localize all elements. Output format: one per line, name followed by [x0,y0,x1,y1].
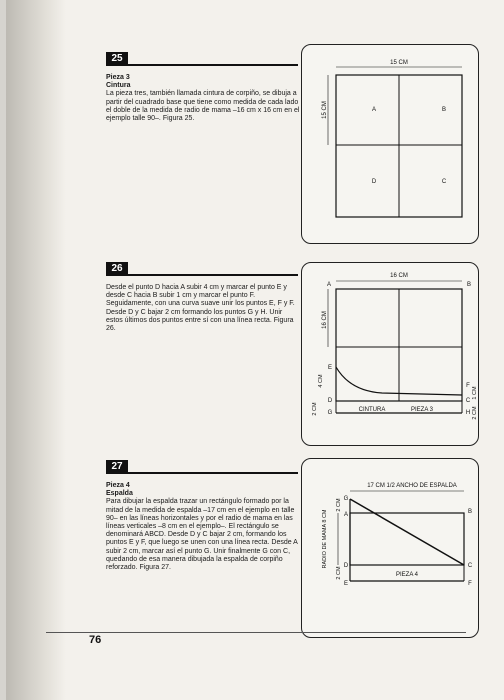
figure-27-drawing [302,459,478,637]
side-measure-label: RADIO DE MAMA 8 CM [322,509,328,569]
section-rule [128,64,298,66]
section-25-text [106,74,300,123]
measure-2cm-right-label: 2 CM [472,406,478,420]
measure-2cm-top-label: 2 CM [336,498,342,512]
section-number: 27 [106,460,128,474]
section-body: Desde el punto D hacia A subir 4 cm y marcar el punto E y desde C hacia B subir 1 cm y marcar el punto F. Seguidamente, con una curva suave unir los puntos E, F y F. Desde D y C bajar 2 cm formando los puntos G y H. Unir estos últimos dos puntos entre sí con una línea recta. Figura 26. [106,284,295,333]
figure-26 [301,262,479,446]
book-page [6,0,504,700]
figure-25 [301,44,479,244]
section-27-text [106,482,300,572]
piece-title: Pieza 4 [106,482,130,489]
point-d-label: D [343,563,349,569]
point-f-label: F [466,383,470,389]
quadrant-c-label: C [441,179,447,185]
figure-26-drawing [302,263,478,445]
point-c-label: C [467,563,473,569]
point-b-label: B [466,282,472,288]
point-h-label: H [465,410,471,416]
section-rule [128,472,298,474]
side-measure-label: 16 CM [322,311,328,329]
measure-1cm-label: 1 CM [472,386,478,400]
section-number: 25 [106,52,128,66]
piece-subtitle: Espalda [106,490,133,498]
quadrant-b-label: B [441,107,447,113]
top-measure-label: 17 CM 1/2 ANCHO DE ESPALDA [367,483,457,489]
footer-rule [46,632,466,633]
section-body: Para dibujar la espalda trazar un rectángulo formado por la mitad de la medida de espalda –17 cm en el ejemplo en talle 90– en las líneas horizontales y por el radio de mama en las líneas verticales –8 cm en el ejemplo–. El rectángulo se denominará ABCD. Desde D y C bajar 2 cm, formando los puntos E y F, que luego se unen con una línea recta. Desde A subir 2 cm, marcar así el punto G. Unir finalmente G con C, quedando de esa manera dibujada la espalda de corpiño reforzado. Figura 27. [106,498,298,572]
figure-25-drawing [302,45,478,243]
pieza-3-label: PIEZA 3 [410,407,434,413]
piece-subtitle: Cintura [106,82,131,90]
top-measure-label: 16 CM [390,273,408,279]
measure-2cm-left-label: 2 CM [312,402,318,416]
quadrant-d-label: D [371,179,377,185]
side-measure-label: 15 CM [322,101,328,119]
point-g-label: G [327,410,333,416]
point-g-label: G [343,496,349,502]
section-body: La pieza tres, también llamada cintura de corpiño, se dibuja a partir del cuadrado base que tiene como medida de cada lado el doble de la medida de radio de mama –16 cm x 16 cm en el ejemplo talle 90–. Figura 25. [106,90,300,123]
point-e-label: E [327,365,333,371]
piece-title: Pieza 3 [106,74,130,81]
page-spine-shadow [6,0,66,700]
page-number: 76 [89,634,102,646]
quadrant-a-label: A [371,107,377,113]
top-measure-label: 15 CM [390,60,408,66]
measure-4cm-label: 4 CM [318,374,324,388]
point-d-label: D [327,398,333,404]
point-e-label: E [343,581,349,587]
figure-27 [301,458,479,638]
cintura-label: CINTURA [358,407,386,413]
point-c-label: C [465,398,471,404]
pieza-4-label: PIEZA 4 [395,572,419,578]
point-f-label: F [468,581,472,587]
section-26-text [106,284,300,333]
point-a-label: A [343,512,349,518]
point-b-label: B [467,509,473,515]
point-a-label: A [326,282,332,288]
measure-2cm-bottom-label: 2 CM [336,566,342,580]
section-number: 26 [106,262,128,276]
section-rule [128,274,298,276]
